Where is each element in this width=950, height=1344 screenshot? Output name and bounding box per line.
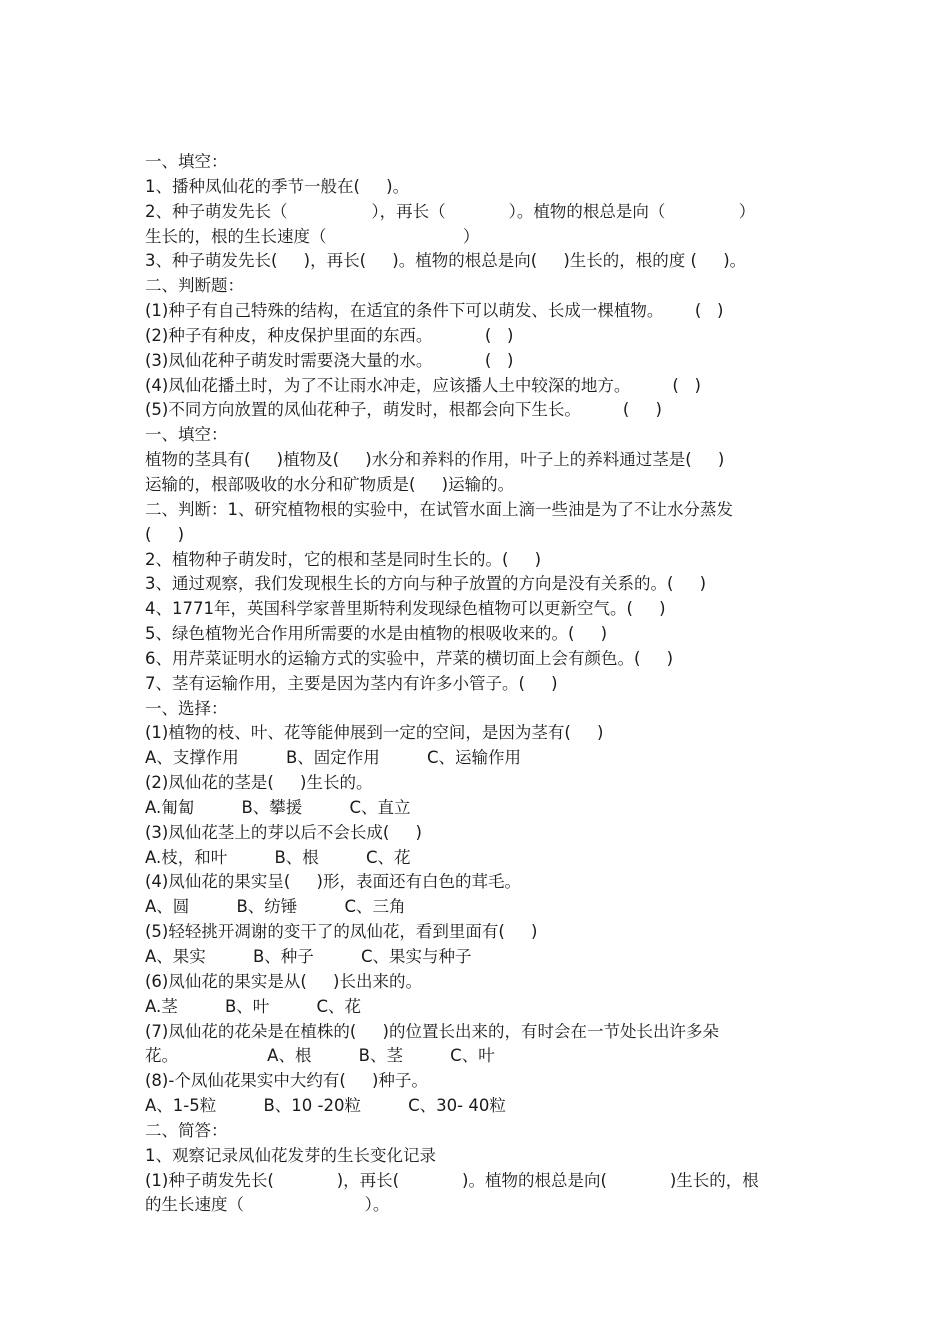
options-line: A、圆 B、纺锤 C、三角 [145, 897, 406, 917]
section-heading: 一、填空： [145, 425, 228, 445]
question-line: 的生长速度（ ）。 [145, 1195, 390, 1215]
question-line: 生长的，根的生长速度（ ） [145, 226, 480, 246]
question-line: (2)凤仙花的茎是( )生长的。 [145, 773, 373, 793]
options-line: A.茎 B、叶 C、花 [145, 996, 361, 1016]
section-heading: 二、判断：1、研究植物根的实验中，在试管水面上滴一些油是为了不让水分蒸发 [145, 499, 733, 519]
question-line: 3、种子萌发先长( )，再长( )。植物的根总是向( )生长的，根的度 ( )。 [145, 251, 747, 271]
options-line: A.枝，和叶 B、根 C、花 [145, 847, 411, 867]
question-line: (2)种子有种皮，种皮保护里面的东西。 ( ) [145, 325, 514, 345]
question-line: (6)凤仙花的果实是从( )长出来的。 [145, 971, 422, 991]
question-line: 2、种子萌发先长（ ），再长（ ）。植物的根总是向（ ） [145, 201, 756, 221]
question-line: (8)-个凤仙花果实中大约有( )种子。 [145, 1071, 428, 1091]
question-line: (7)凤仙花的花朵是在植株的( )的位置长出来的，有时会在一节处长出许多朵 [145, 1021, 719, 1041]
question-line: (4)凤仙花播土时，为了不让雨水冲走，应该播人土中较深的地方。 ( ) [145, 375, 701, 395]
options-line: A、果实 B、种子 C、果实与种子 [145, 947, 472, 966]
question-line: 2、植物种子萌发时，它的根和茎是同时生长的。( ) [145, 549, 542, 569]
question-line: 5、绿色植物光合作用所需要的水是由植物的根吸收来的。( ) [145, 624, 608, 644]
question-line: 3、通过观察，我们发现根生长的方向与种子放置的方向是没有关系的。( ) [145, 574, 707, 594]
question-line: (3)凤仙花种子萌发时需要浇大量的水。 ( ) [145, 350, 514, 370]
section-heading: 二、简答： [145, 1120, 228, 1140]
question-line: 6、用芹菜证明水的运输方式的实验中，芹菜的横切面上会有颜色。( ) [145, 648, 674, 668]
question-line: (4)凤仙花的果实呈( )形，表面还有白色的茸毛。 [145, 872, 521, 892]
question-line: 1、播种凤仙花的季节一般在( )。 [145, 176, 410, 196]
worksheet [145, 150, 807, 1218]
section-heading: 一、选择： [145, 698, 228, 718]
options-line: 花。 A、根 B、茎 C、叶 [145, 1046, 495, 1066]
question-line: 运输的，根部吸收的水分和矿物质是( )运输的。 [145, 474, 515, 494]
question-line: (1)种子有自己特殊的结构，在适宜的条件下可以萌发、长成一棵植物。 ( ) [145, 301, 724, 321]
options-line: A.匍匐 B、攀援 C、直立 [145, 797, 411, 817]
options-line: A、1-5粒 B、10 -20粒 C、30- 40粒 [145, 1096, 506, 1116]
question-line: (1)种子萌发先长( )，再长( )。植物的根总是向( )生长的，根 [145, 1170, 759, 1190]
question-line: 植物的茎具有( )植物及( )水分和养料的作用，叶子上的养料通过茎是( ) [145, 450, 725, 470]
section-heading: 一、填空： [145, 152, 228, 171]
question-line: 4、1771年，英国科学家普里斯特利发现绿色植物可以更新空气。( ) [145, 599, 666, 619]
question-line: ( ) [145, 524, 185, 544]
section-heading: 二、判断题： [145, 276, 244, 296]
options-line: A、支撑作用 B、固定作用 C、运输作用 [145, 748, 522, 768]
question-line: 1、观察记录凤仙花发芽的生长变化记录 [145, 1145, 436, 1165]
question-line: (5)不同方向放置的凤仙花种子，萌发时，根都会向下生长。 ( ) [145, 400, 662, 420]
question-line: (3)凤仙花茎上的芽以后不会长成( ) [145, 822, 422, 842]
question-line: 7、茎有运输作用，主要是因为茎内有许多小管子。( ) [145, 673, 558, 693]
question-line: (5)轻轻挑开凋谢的变干了的凤仙花，看到里面有( ) [145, 922, 538, 942]
question-line: (1)植物的枝、叶、花等能伸展到一定的空间，是因为茎有( ) [145, 723, 604, 743]
